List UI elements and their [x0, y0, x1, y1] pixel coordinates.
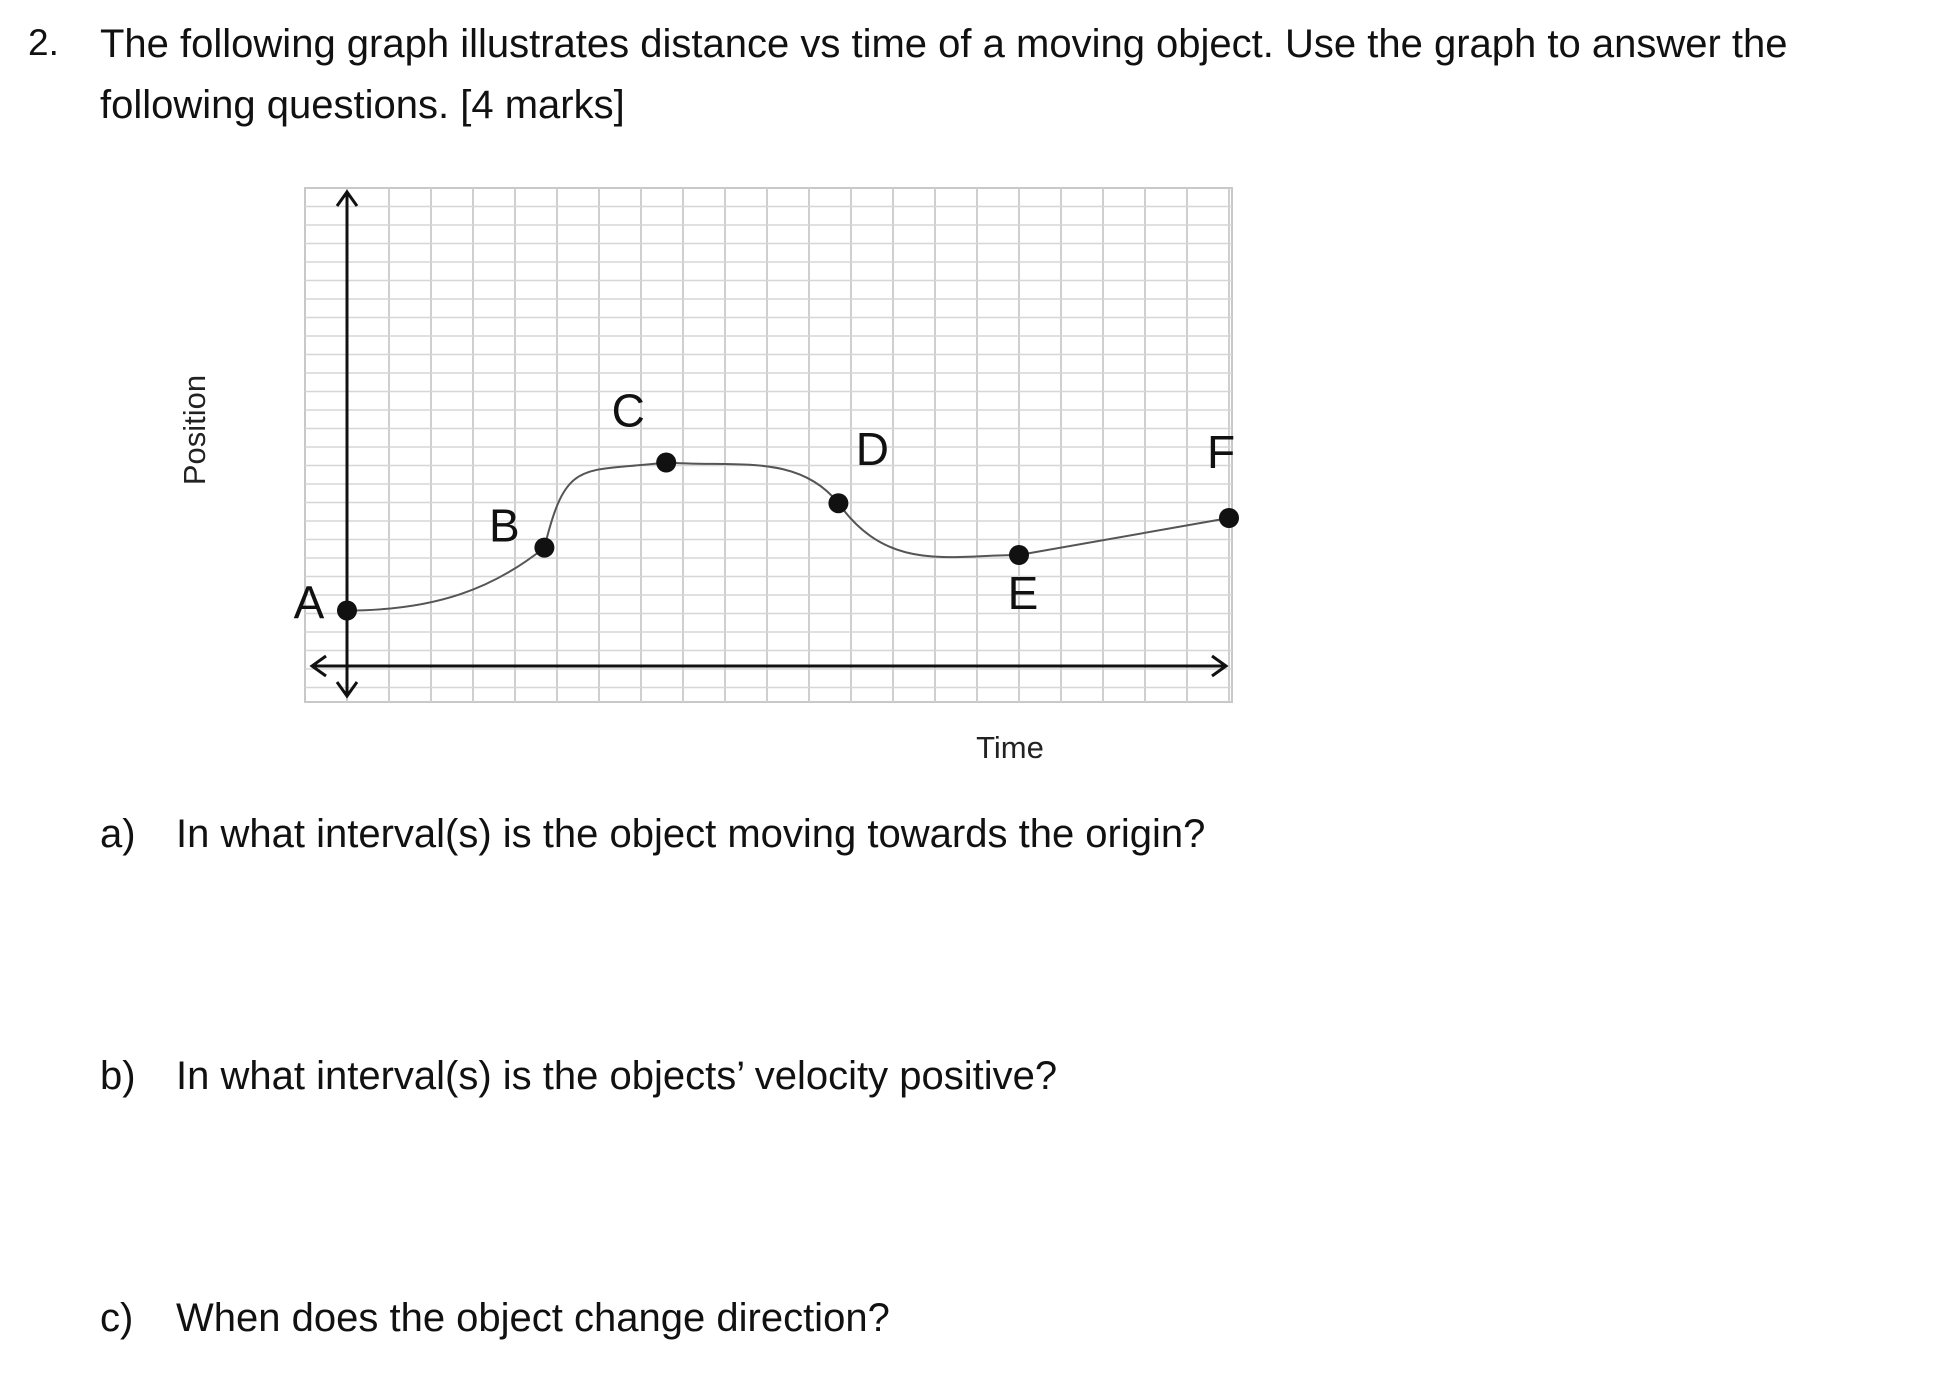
subquestion-b [100, 1054, 1057, 1099]
point-f-label: F [1206, 426, 1236, 478]
graph-axes [312, 192, 1226, 696]
point-f-marker [1219, 508, 1239, 528]
point-b-marker [534, 538, 554, 558]
subquestion-c [100, 1296, 890, 1341]
subquestion-a-letter: a) [100, 812, 136, 856]
point-c-marker [656, 453, 676, 473]
point-e-label: E [1007, 567, 1039, 619]
subquestion-a-text: In what interval(s) is the object moving towards the origin? [176, 812, 1206, 856]
question-number: 2. [28, 22, 59, 63]
point-d-marker [828, 493, 848, 513]
point-a-marker [337, 601, 357, 621]
point-d-label: D [855, 423, 890, 476]
y-axis-label: Position [177, 374, 212, 486]
subquestion-a [100, 812, 1205, 857]
point-a-label: A [293, 576, 325, 629]
graph-grid [305, 188, 1232, 702]
subquestion-c-text: When does the object change direction? [176, 1296, 890, 1340]
subquestion-b-letter: b) [100, 1054, 136, 1098]
subquestion-b-text: In what interval(s) is the objects’ velocity positive? [176, 1054, 1058, 1098]
point-b-label: B [489, 499, 520, 552]
point-c-label: C [611, 384, 645, 437]
point-e-marker [1009, 545, 1029, 565]
question-text: The following graph illustrates distance vs time of a moving object. Use the graph to answer the following questions. [4 marks] [100, 22, 1788, 127]
x-axis-label: Time [976, 730, 1044, 765]
subquestion-c-letter: c) [100, 1296, 134, 1340]
